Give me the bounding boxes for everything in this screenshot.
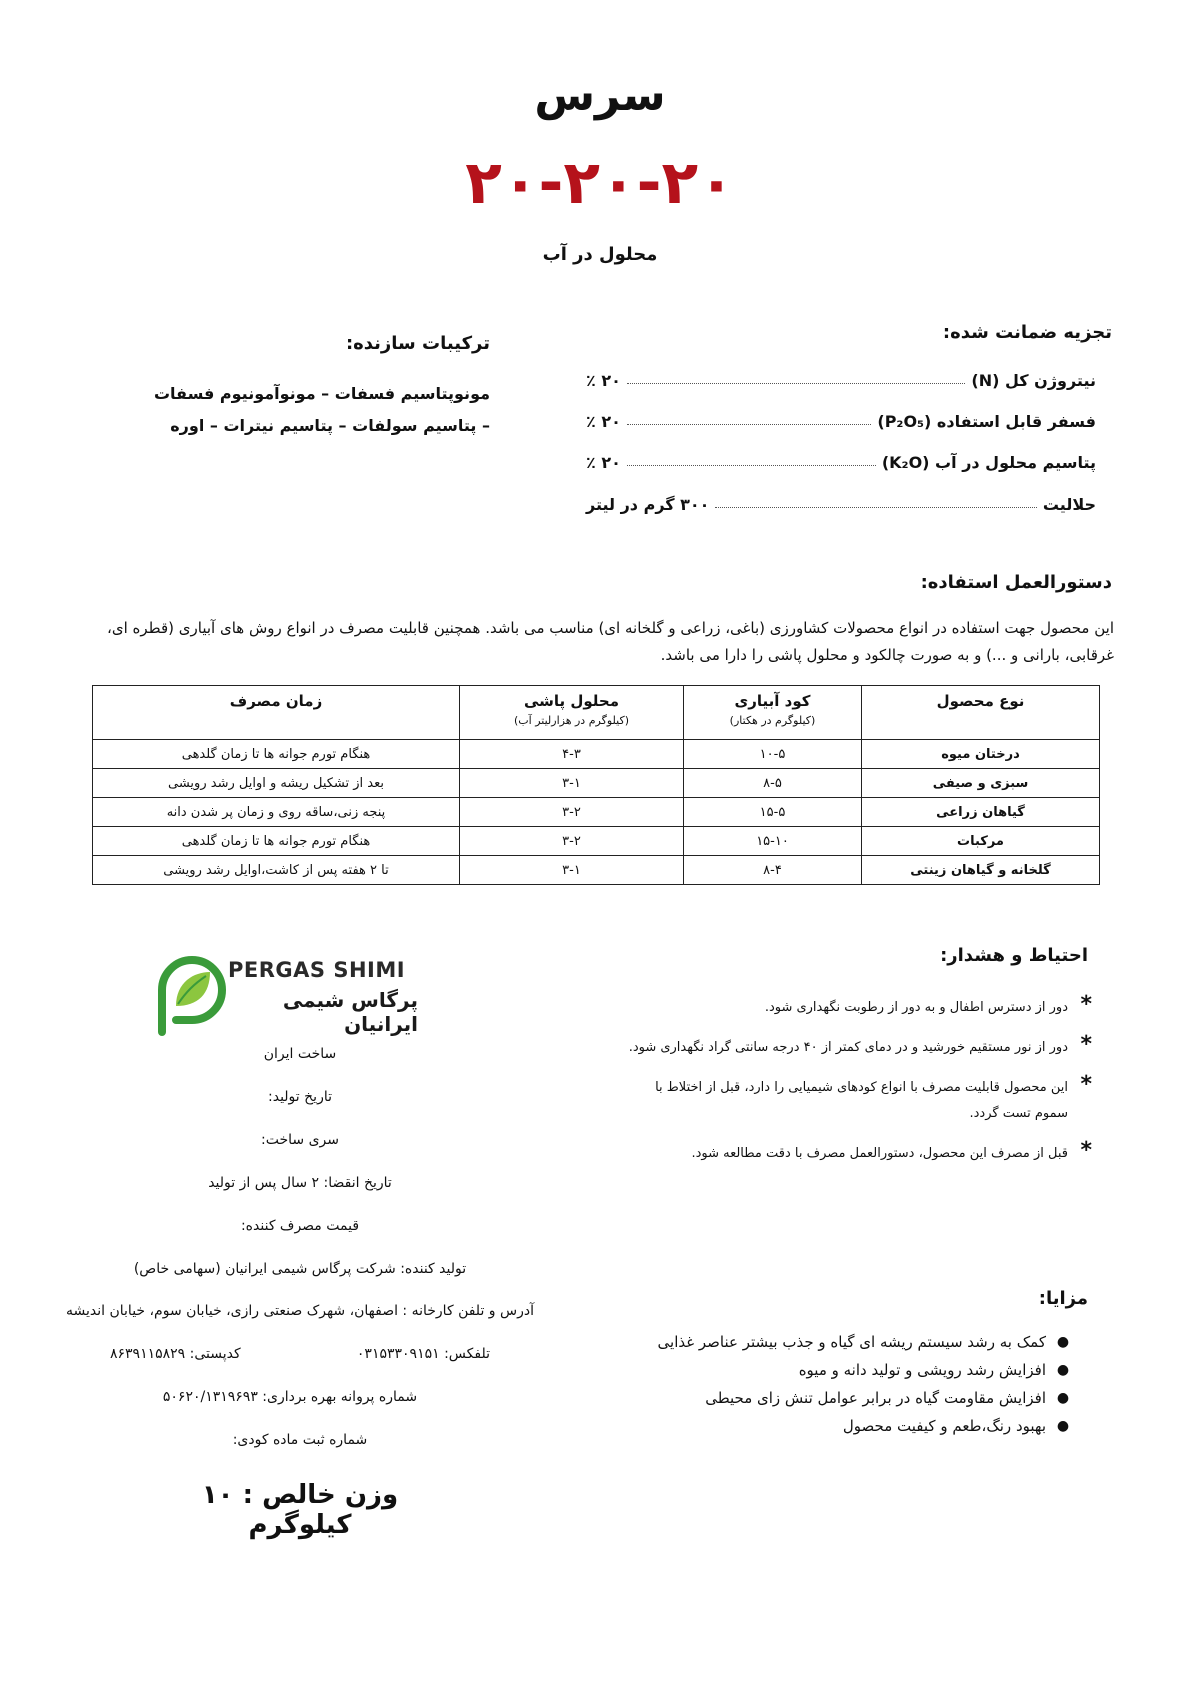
cell-fertigation: ۸-۴ bbox=[684, 856, 862, 885]
leader-dots bbox=[627, 383, 966, 384]
made-in: ساخت ایران bbox=[263, 1046, 337, 1062]
asterisk-icon: * bbox=[1080, 992, 1092, 1017]
warning-text: دور از دسترس اطفال و به دور از رطوبت نگهداری شود. bbox=[764, 1000, 1068, 1015]
header-fertigation: کود آبیاری (کیلوگرم در هکتار) bbox=[684, 686, 862, 740]
leader-dots bbox=[627, 465, 876, 466]
cell-foliar: ۴-۳ bbox=[460, 740, 684, 769]
advantage-text: افزایش مقاومت گیاه در برابر عوامل تنش زای محیطی bbox=[705, 1389, 1046, 1407]
cell-timing: تا ۲ هفته پس از کاشت،اوایل رشد رویشی bbox=[93, 856, 460, 885]
warning-item bbox=[622, 1138, 1092, 1167]
batch-series: سری ساخت: bbox=[261, 1132, 339, 1148]
logo-text-fa: پرگاس شیمی ایرانیان bbox=[282, 988, 418, 1036]
producer: تولید کننده: شرکت پرگاس شیمی ایرانیان (سهامی خاص) bbox=[133, 1261, 467, 1277]
product-form: محلول در آب bbox=[542, 244, 658, 265]
table-row bbox=[93, 827, 1100, 856]
table-row bbox=[93, 798, 1100, 827]
bullet-icon: ● bbox=[1056, 1418, 1070, 1434]
analysis-value: ۲۰ ٪ bbox=[586, 371, 621, 390]
advantage-text: افزایش رشد رویشی و تولید دانه و میوه bbox=[798, 1361, 1046, 1379]
cell-foliar: ۳-۱ bbox=[460, 769, 684, 798]
cell-fertigation: ۱۵-۱۰ bbox=[684, 827, 862, 856]
header-foliar: محلول پاشی (کیلوگرم در هزارلیتر آب) bbox=[460, 686, 684, 740]
dose-table bbox=[92, 685, 1100, 885]
product-brand: سرس bbox=[534, 70, 666, 121]
advantage-text: کمک به رشد سیستم ریشه ای گیاه و جذب بیشتر عناصر غذایی bbox=[657, 1333, 1046, 1351]
fertilizer-registration: شماره ثبت ماده کودی: bbox=[232, 1432, 368, 1448]
usage-text: این محصول جهت استفاده در انواع محصولات کشاورزی (باغی، زراعی و گلخانه ای) مناسب می باشد. همچنین قابلیت مصرف در انواع روش های آبیاری (قطره ای، غرقابی، بارانی و ...) و به صورت چالکود و محلول پاشی را دارا می باشد. bbox=[107, 619, 1114, 664]
factory-address: آدرس و تلفن کارخانه : اصفهان، شهرک صنعتی رازی، خیابان سوم، خیابان اندیشه bbox=[66, 1303, 534, 1319]
cell-foliar: ۳-۱ bbox=[460, 856, 684, 885]
header-foliar-unit: (کیلوگرم در هزارلیتر آب) bbox=[514, 714, 629, 727]
advantage-item bbox=[640, 1356, 1080, 1384]
cell-crop: مرکبات bbox=[862, 827, 1100, 856]
cell-fertigation: ۸-۵ bbox=[684, 769, 862, 798]
analysis-label: فسفر قابل استفاده (P₂O₅) bbox=[877, 412, 1096, 431]
cell-foliar: ۳-۲ bbox=[460, 798, 684, 827]
production-date: تاریخ تولید: bbox=[268, 1089, 332, 1105]
usage-title: دستورالعمل استفاده: bbox=[920, 572, 1112, 593]
phone-fax: تلفکس: ۰۳۱۵۳۳۰۹۱۵۱ bbox=[356, 1346, 490, 1362]
warning-item bbox=[622, 1072, 1092, 1127]
analysis-row-solubility bbox=[586, 488, 1096, 514]
cell-crop: درختان میوه bbox=[862, 740, 1100, 769]
header-timing: زمان مصرف bbox=[93, 686, 460, 740]
composition-text: مونوپتاسیم فسفات – مونوآمونیوم فسفات – پتاسیم سولفات – پتاسیم نیترات – اوره bbox=[153, 384, 490, 435]
analysis-value: ۲۰ ٪ bbox=[586, 453, 621, 472]
cell-fertigation: ۱۵-۵ bbox=[684, 798, 862, 827]
leader-dots bbox=[715, 507, 1036, 508]
leaf-p-logo-icon bbox=[150, 946, 230, 1036]
asterisk-icon: * bbox=[1080, 1138, 1092, 1163]
advantages-title: مزایا: bbox=[1038, 1288, 1088, 1309]
table-row bbox=[93, 740, 1100, 769]
warning-item bbox=[622, 992, 1092, 1021]
asterisk-icon: * bbox=[1080, 1072, 1092, 1097]
asterisk-icon: * bbox=[1080, 1032, 1092, 1057]
analysis-label: پتاسیم محلول در آب (K₂O) bbox=[881, 453, 1096, 472]
cell-timing: پنجه زنی،ساقه روی و زمان پر شدن دانه bbox=[93, 798, 460, 827]
bullet-icon: ● bbox=[1056, 1334, 1070, 1350]
contact-row bbox=[110, 1346, 490, 1362]
table-header-row bbox=[93, 686, 1100, 740]
analysis-value: ۳۰۰ گرم در لیتر bbox=[586, 495, 710, 514]
cell-foliar: ۳-۲ bbox=[460, 827, 684, 856]
advantage-item bbox=[640, 1412, 1080, 1440]
advantages-list bbox=[640, 1328, 1080, 1440]
table-row bbox=[93, 856, 1100, 885]
cell-timing: هنگام تورم جوانه ها تا زمان گلدهی bbox=[93, 740, 460, 769]
leader-dots bbox=[627, 424, 872, 425]
warning-text: این محصول قابلیت مصرف با انواع کودهای شیمیایی را دارد، قبل از اختلاط با سموم تست گردد. bbox=[655, 1080, 1068, 1121]
composition-title: ترکیبات سازنده: bbox=[345, 333, 490, 354]
warning-text: دور از نور مستقیم خورشید و در دمای کمتر از ۴۰ درجه سانتی گراد نگهداری شود. bbox=[628, 1040, 1068, 1055]
analysis-row-potassium bbox=[586, 446, 1096, 472]
cell-timing: بعد از تشکیل ریشه و اوایل رشد رویشی bbox=[93, 769, 460, 798]
analysis-value: ۲۰ ٪ bbox=[586, 412, 621, 431]
analysis-label: حلالیت bbox=[1042, 495, 1096, 514]
logo-text-en: PERGAS SHIMI bbox=[228, 958, 406, 982]
advantage-item bbox=[640, 1384, 1080, 1412]
warnings-list bbox=[622, 992, 1092, 1181]
analysis-row-nitrogen bbox=[586, 364, 1096, 390]
advantage-text: بهبود رنگ،طعم و کیفیت محصول bbox=[842, 1417, 1046, 1435]
warnings-title: احتیاط و هشدار: bbox=[940, 945, 1088, 966]
postal-code: کدپستی: ۸۶۳۹۱۱۵۸۲۹ bbox=[110, 1346, 241, 1362]
analysis-row-phosphorus bbox=[586, 405, 1096, 431]
company-logo bbox=[150, 946, 420, 1036]
table-row bbox=[93, 769, 1100, 798]
bullet-icon: ● bbox=[1056, 1390, 1070, 1406]
advantage-item bbox=[640, 1328, 1080, 1356]
product-grade: ۲۰-۲۰-۲۰ bbox=[465, 148, 735, 218]
operating-license: شماره پروانه بهره برداری: ۵۰۶۲۰/۱۳۱۹۶۹۳ bbox=[162, 1389, 418, 1405]
consumer-price: قیمت مصرف کننده: bbox=[240, 1218, 360, 1234]
cell-crop: گیاهان زراعی bbox=[862, 798, 1100, 827]
header-fertigation-unit: (کیلوگرم در هکتار) bbox=[729, 714, 816, 727]
bullet-icon: ● bbox=[1056, 1362, 1070, 1378]
expiry-date: تاریخ انقضا: ۲ سال پس از تولید bbox=[208, 1175, 392, 1191]
cell-crop: سبزی و صیفی bbox=[862, 769, 1100, 798]
header-crop: نوع محصول bbox=[862, 686, 1100, 740]
guaranteed-analysis-title: تجزیه ضمانت شده: bbox=[942, 322, 1112, 343]
warning-text: قبل از مصرف این محصول، دستورالعمل مصرف با دقت مطالعه شود. bbox=[691, 1146, 1068, 1161]
cell-timing: هنگام تورم جوانه ها تا زمان گلدهی bbox=[93, 827, 460, 856]
warning-item bbox=[622, 1032, 1092, 1061]
cell-fertigation: ۱۰-۵ bbox=[684, 740, 862, 769]
cell-crop: گلخانه و گیاهان زینتی bbox=[862, 856, 1100, 885]
net-weight: وزن خالص : ۱۰ کیلوگرم bbox=[201, 1480, 399, 1540]
analysis-label: نیتروژن کل (N) bbox=[971, 371, 1096, 390]
